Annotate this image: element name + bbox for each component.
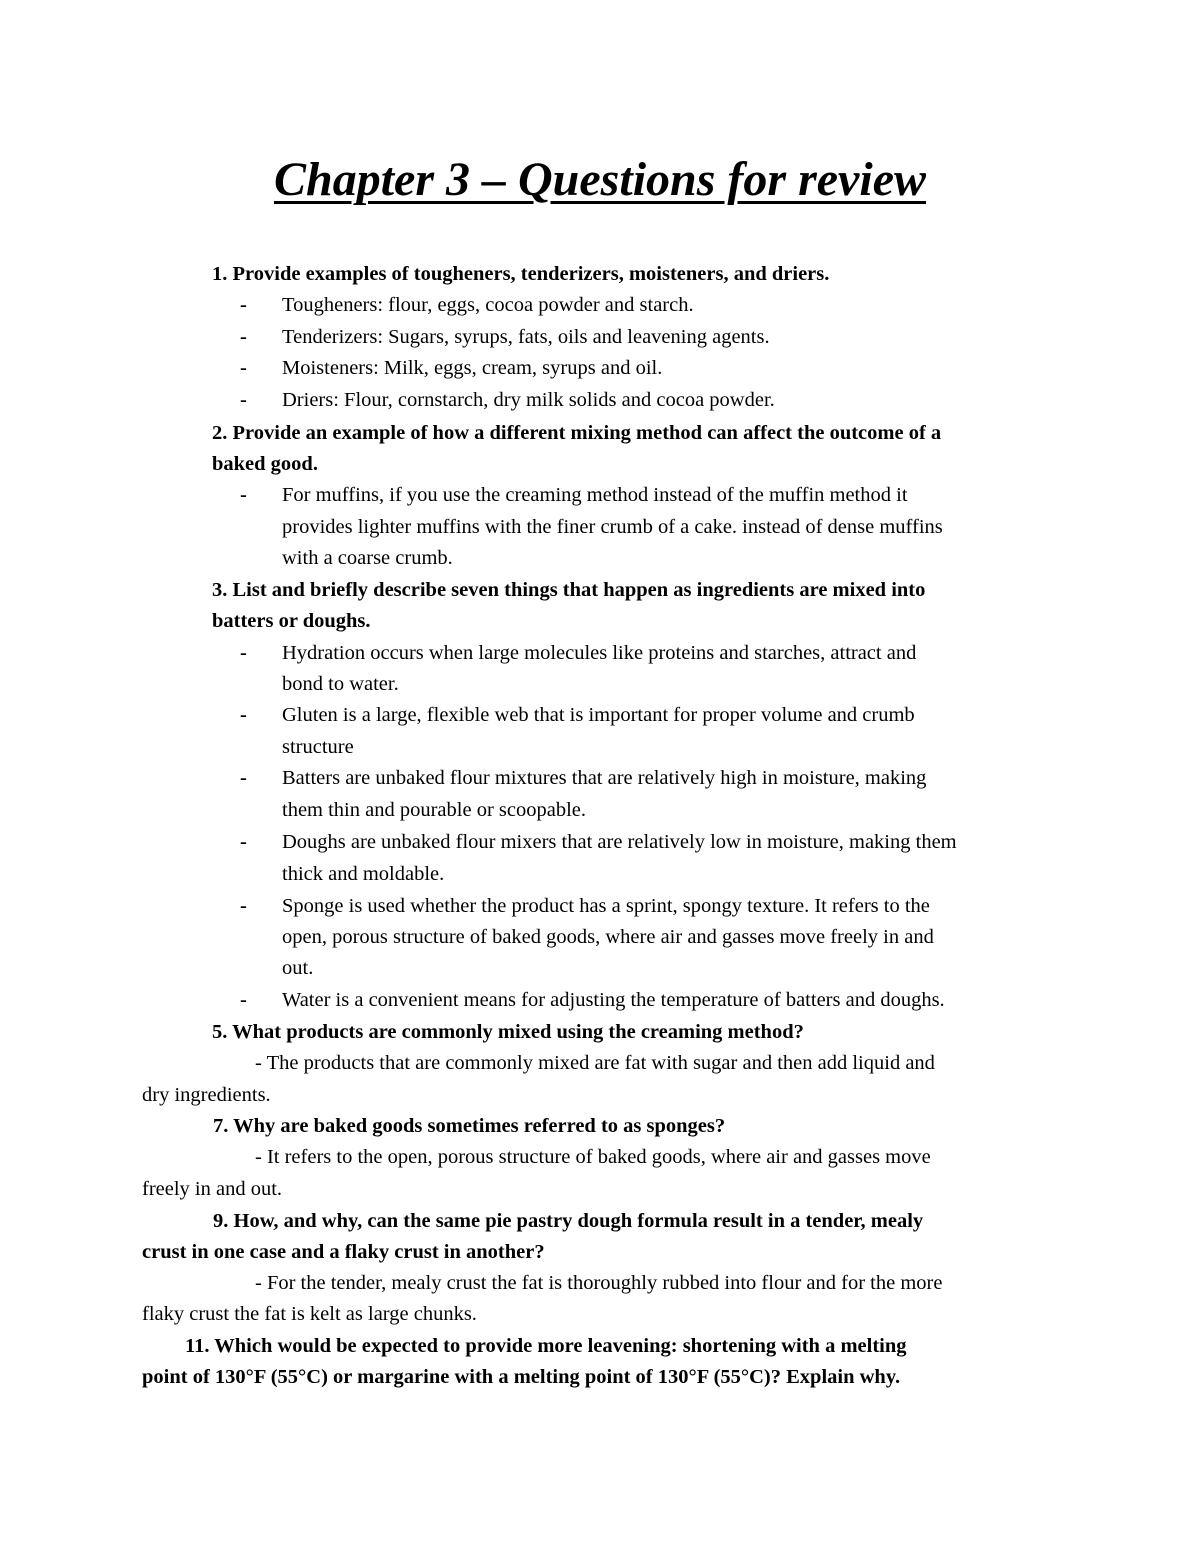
bullet: - [240,989,247,1011]
question-5: 5. What products are commonly mixed using the creaming method? [212,1021,804,1043]
answer-3-sponge-line-2: open, porous structure of baked goods, where air and gasses move freely in and [282,926,934,948]
answer-3-gluten-line-2: structure [282,736,354,758]
answer-9-line-2: flaky crust the fat is kelt as large chunks. [142,1303,477,1325]
question-9-line-2: crust in one case and a flaky crust in another? [142,1241,545,1263]
answer-1-moisteners: Moisteners: Milk, eggs, cream, syrups and oil. [282,357,663,379]
page-title: Chapter 3 – Questions for review [273,153,927,206]
question-2-line-2: baked good. [212,453,318,475]
answer-2-line-3: with a coarse crumb. [282,547,453,569]
bullet: - [240,642,247,664]
answer-3-doughs-line-1: Doughs are unbaked flour mixers that are relatively low in moisture, making them [282,831,957,853]
answer-3-hydration-line-2: bond to water. [282,673,399,695]
bullet: - [240,357,247,379]
answer-3-sponge-line-3: out. [282,957,314,979]
question-1: 1. Provide examples of tougheners, tenderizers, moisteners, and driers. [212,263,830,285]
bullet: - [240,767,247,789]
bullet: - [240,895,247,917]
answer-2-line-2: provides lighter muffins with the finer crumb of a cake. instead of dense muffins [282,516,943,538]
bullet: - [240,389,247,411]
bullet: - [240,326,247,348]
answer-3-water: Water is a convenient means for adjusting the temperature of batters and doughs. [282,989,945,1011]
bullet: - [240,831,247,853]
question-11-line-2: point of 130°F (55°C) or margarine with a melting point of 130°F (55°C)? Explain why. [142,1366,901,1388]
bullet: - [240,704,247,726]
question-3-line-1: 3. List and briefly describe seven things that happen as ingredients are mixed into [212,579,926,601]
answer-5-line-2: dry ingredients. [142,1084,271,1106]
answer-3-doughs-line-2: thick and moldable. [282,863,445,885]
answer-1-tenderizers: Tenderizers: Sugars, syrups, fats, oils and leavening agents. [282,326,770,348]
answer-5-line-1: - The products that are commonly mixed are fat with sugar and then add liquid and [255,1052,935,1074]
bullet: - [240,484,247,506]
answer-1-driers: Driers: Flour, cornstarch, dry milk solids and cocoa powder. [282,389,775,411]
answer-7-line-2: freely in and out. [142,1178,283,1200]
answer-3-batters-line-1: Batters are unbaked flour mixtures that are relatively high in moisture, making [282,767,927,789]
answer-7-line-1: - It refers to the open, porous structure of baked goods, where air and gasses move [255,1146,931,1168]
answer-1-tougheners: Tougheners: flour, eggs, cocoa powder and starch. [282,294,694,316]
answer-9-line-1: - For the tender, mealy crust the fat is thoroughly rubbed into flour and for the more [255,1272,943,1294]
question-11-line-1: 11. Which would be expected to provide more leavening: shortening with a melting [185,1335,907,1357]
answer-3-gluten-line-1: Gluten is a large, flexible web that is important for proper volume and crumb [282,704,915,726]
answer-2-line-1: For muffins, if you use the creaming method instead of the muffin method it [282,484,908,506]
question-2-line-1: 2. Provide an example of how a different mixing method can affect the outcome of a [212,422,942,444]
bullet: - [240,294,247,316]
question-9-line-1: 9. How, and why, can the same pie pastry dough formula result in a tender, mealy [213,1210,924,1232]
answer-3-batters-line-2: them thin and pourable or scoopable. [282,799,586,821]
answer-3-hydration-line-1: Hydration occurs when large molecules like proteins and starches, attract and [282,642,917,664]
question-3-line-2: batters or doughs. [212,610,371,632]
answer-3-sponge-line-1: Sponge is used whether the product has a sprint, spongy texture. It refers to the [282,895,930,917]
question-7: 7. Why are baked goods sometimes referred to as sponges? [213,1115,726,1137]
